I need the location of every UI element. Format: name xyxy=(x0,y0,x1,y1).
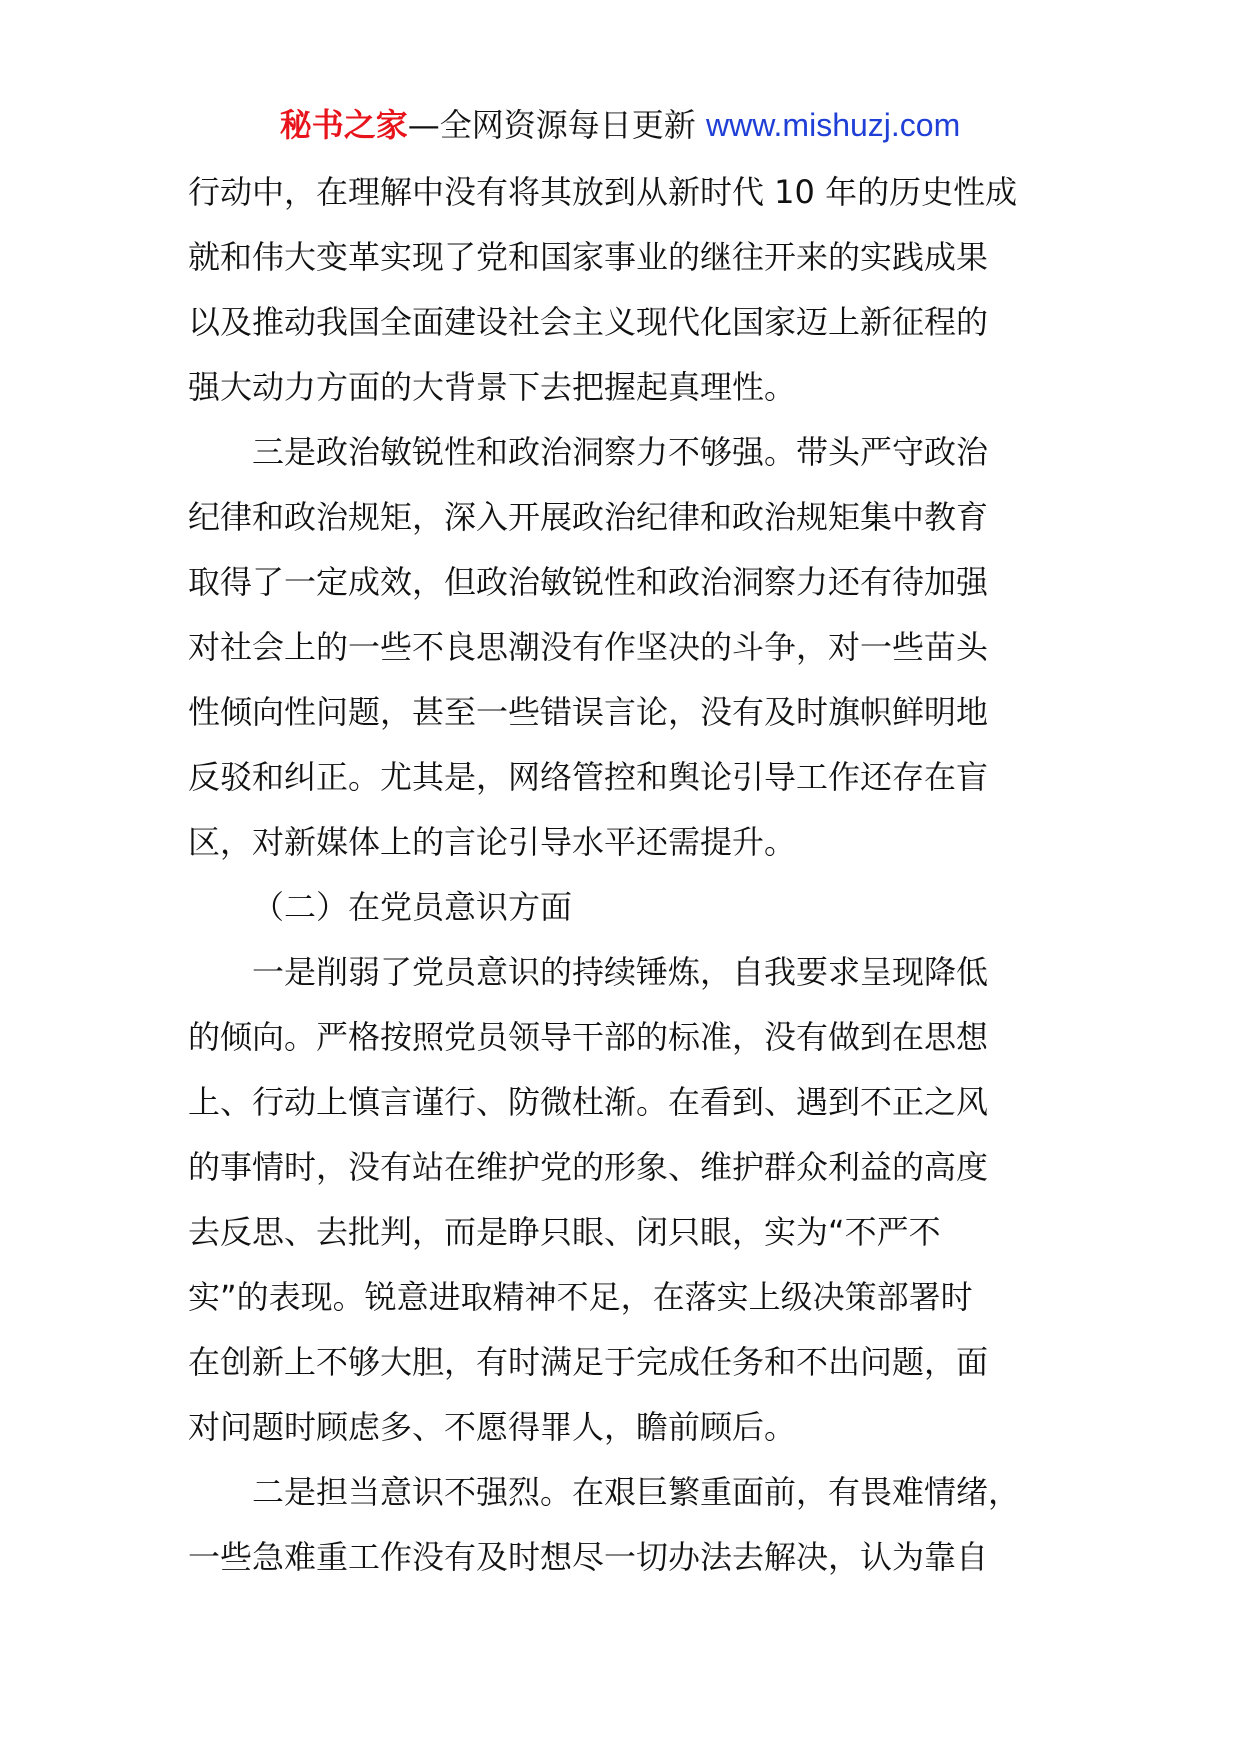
text-line: 的倾向。严格按照党员领导干部的标准，没有做到在思想 xyxy=(188,1018,989,1056)
text-line: 上、行动上慎言谨行、防微杜渐。在看到、遇到不正之风 xyxy=(188,1083,989,1121)
paragraph-start-line: 二是担当意识不强烈。在艰巨繁重面前，有畏难情绪， xyxy=(252,1473,1021,1511)
text-line: 实”的表现。锐意进取精神不足，在落实上级决策部署时 xyxy=(188,1278,973,1316)
document-body xyxy=(188,160,1088,1590)
text-line: 一些急难重工作没有及时想尽一切办法去解决，认为靠自 xyxy=(188,1538,989,1576)
text-line: 对问题时顾虑多、不愿得罪人，瞻前顾后。 xyxy=(188,1408,797,1446)
text-line: 的事情时，没有站在维护党的形象、维护群众利益的高度 xyxy=(188,1148,989,1186)
text-line: 行动中，在理解中没有将其放到从新时代 10 年的历史性成 xyxy=(188,173,1018,211)
text-line: 纪律和政治规矩，深入开展政治纪律和政治规矩集中教育 xyxy=(188,498,989,536)
site-slogan: —全网资源每日更新 xyxy=(407,106,706,144)
text-line: 取得了一定成效，但政治敏锐性和政治洞察力还有待加强 xyxy=(188,563,989,601)
text-line: 就和伟大变革实现了党和国家事业的继往开来的实践成果 xyxy=(188,238,989,276)
site-header xyxy=(0,100,1240,150)
text-line: 对社会上的一些不良思潮没有作坚决的斗争，对一些苗头 xyxy=(188,628,989,666)
paragraph-start-line: 三是政治敏锐性和政治洞察力不够强。带头严守政治 xyxy=(252,433,989,471)
text-line: 性倾向性问题，甚至一些错误言论，没有及时旗帜鲜明地 xyxy=(188,693,989,731)
text-line: 在创新上不够大胆，有时满足于完成任务和不出问题，面 xyxy=(188,1343,989,1381)
text-line: 区，对新媒体上的言论引导水平还需提升。 xyxy=(188,823,797,861)
text-line: 去反思、去批判，而是睁只眼、闭只眼，实为“不严不 xyxy=(188,1213,941,1251)
text-line: 强大动力方面的大背景下去把握起真理性。 xyxy=(188,368,797,406)
text-line: 以及推动我国全面建设社会主义现代化国家迈上新征程的 xyxy=(188,303,989,341)
site-url-link[interactable]: www.mishuzj.com xyxy=(705,107,961,143)
text-line: 反驳和纠正。尤其是，网络管控和舆论引导工作还存在盲 xyxy=(188,758,989,796)
section-heading: （二）在党员意识方面 xyxy=(252,888,573,926)
paragraph-start-line: 一是削弱了党员意识的持续锤炼，自我要求呈现降低 xyxy=(252,953,989,991)
site-brand: 秘书之家 xyxy=(279,106,408,144)
